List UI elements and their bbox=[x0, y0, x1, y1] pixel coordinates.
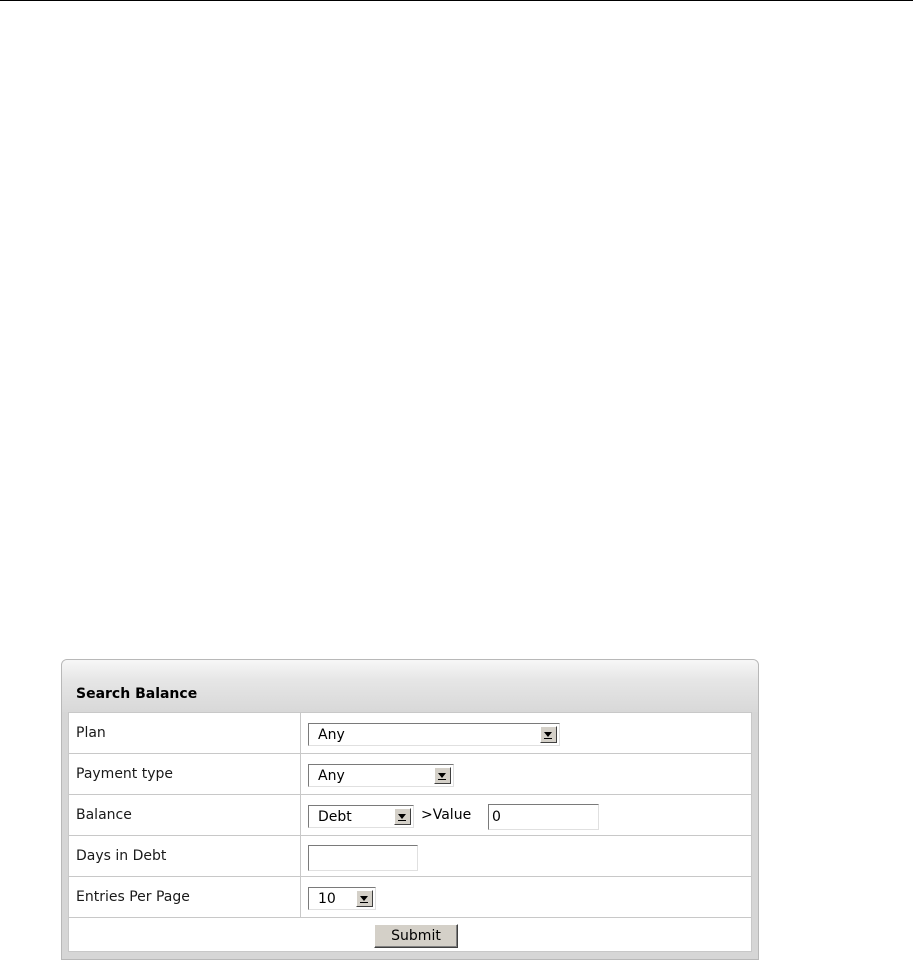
days-in-debt-label: Days in Debt bbox=[76, 848, 167, 864]
plan-select[interactable] bbox=[308, 723, 560, 746]
plan-label: Plan bbox=[76, 725, 106, 741]
chevron-down-icon[interactable] bbox=[356, 890, 373, 907]
search-form bbox=[68, 712, 752, 952]
balance-value-input[interactable] bbox=[488, 804, 599, 830]
balance-label: Balance bbox=[76, 807, 132, 823]
chevron-down-icon[interactable] bbox=[394, 808, 411, 825]
submit-row bbox=[69, 918, 751, 951]
value-cell bbox=[301, 754, 751, 794]
balance-select[interactable] bbox=[308, 805, 414, 828]
payment-type-select-value: Any bbox=[318, 768, 345, 784]
days-in-debt-input[interactable] bbox=[308, 845, 418, 871]
top-divider bbox=[0, 0, 913, 1]
value-cell bbox=[301, 713, 751, 753]
submit-button[interactable]: Submit bbox=[374, 924, 458, 948]
panel-header bbox=[62, 660, 758, 712]
plan-select-value: Any bbox=[318, 727, 345, 743]
form-row-balance bbox=[69, 795, 751, 836]
form-row-days-in-debt bbox=[69, 836, 751, 877]
form-row-entries-per-page bbox=[69, 877, 751, 918]
payment-type-label: Payment type bbox=[76, 766, 174, 782]
entries-per-page-select-value: 10 bbox=[318, 891, 336, 907]
value-label: >Value bbox=[421, 807, 472, 823]
label-cell bbox=[69, 713, 301, 753]
form-row-plan bbox=[69, 713, 751, 754]
entries-per-page-select[interactable] bbox=[308, 887, 376, 910]
label-cell bbox=[69, 877, 301, 917]
balance-select-value: Debt bbox=[318, 809, 352, 825]
panel-title: Search Balance bbox=[76, 686, 198, 702]
form-row-payment-type bbox=[69, 754, 751, 795]
label-cell bbox=[69, 836, 301, 876]
search-balance-panel bbox=[61, 659, 759, 960]
value-cell bbox=[301, 795, 751, 835]
chevron-down-icon[interactable] bbox=[540, 726, 557, 743]
payment-type-select[interactable] bbox=[308, 764, 454, 787]
label-cell bbox=[69, 754, 301, 794]
value-cell bbox=[301, 877, 751, 917]
chevron-down-icon[interactable] bbox=[434, 767, 451, 784]
value-cell bbox=[301, 836, 751, 876]
entries-per-page-label: Entries Per Page bbox=[76, 889, 190, 905]
label-cell bbox=[69, 795, 301, 835]
